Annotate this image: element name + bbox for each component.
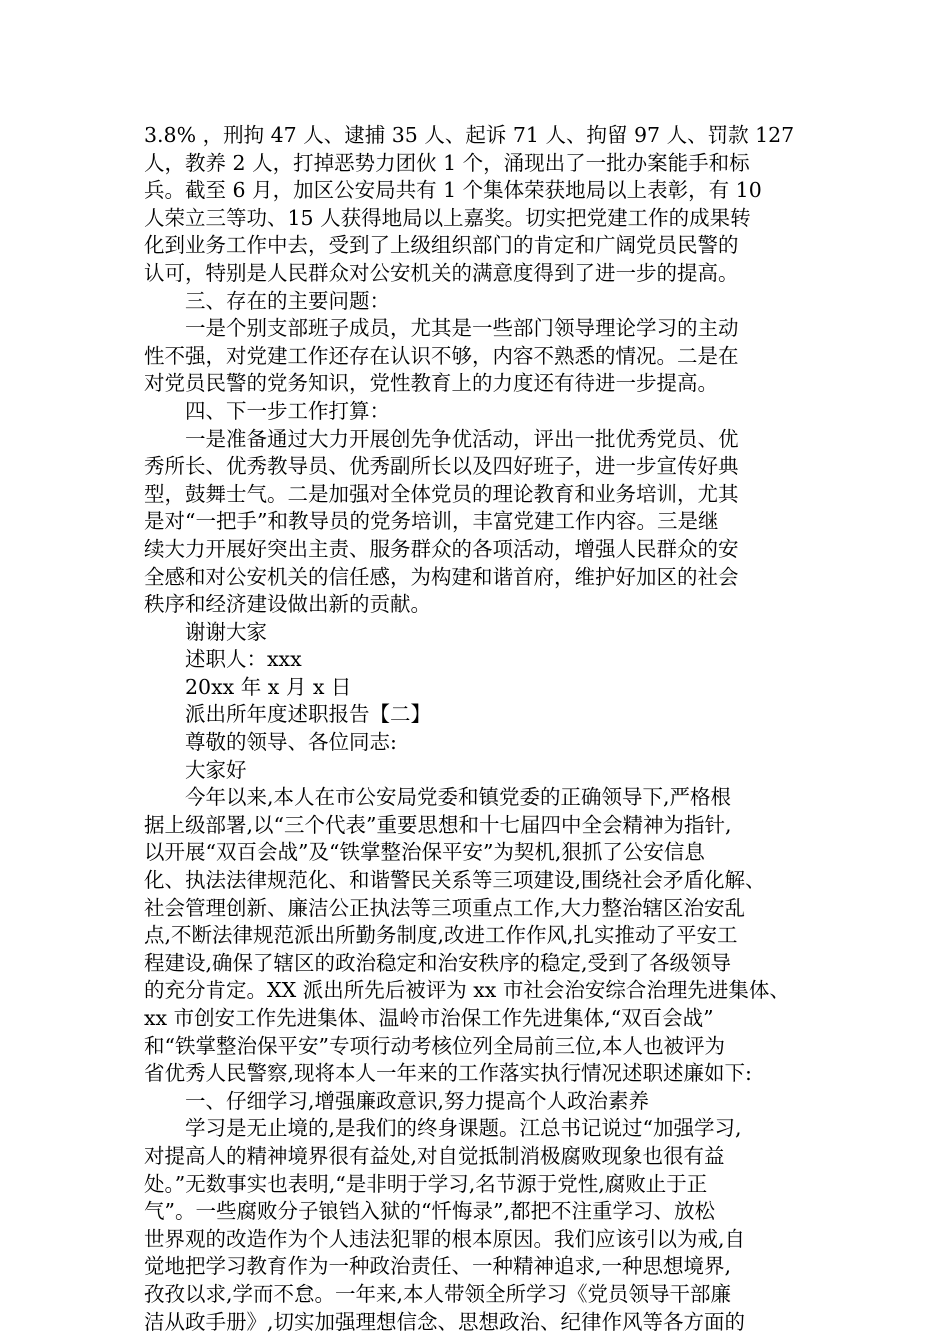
text-line: 大家好 <box>185 757 247 782</box>
paragraph <box>144 674 808 702</box>
text-line: 人荣立三等功、15 人获得地局以上嘉奖。切实把党建工作的成果转 <box>144 205 751 230</box>
text-line: 的充分肯定。XX 派出所先后被评为 xx 市社会治安综合治理先进集体、 <box>144 978 790 1003</box>
text-line: 秩序和经济建设做出新的贡献。 <box>144 592 431 617</box>
text-line: 派出所年度述职报告【二】 <box>185 702 431 727</box>
text-line: 化到业务工作中去，受到了上级组织部门的肯定和广阔党员民警的 <box>144 233 739 258</box>
text-line: 一、仔细学习,增强廉政意识,努力提高个人政治素养 <box>185 1088 650 1113</box>
text-line: 谢谢大家 <box>185 619 267 644</box>
text-line: 人，教养 2 人，打掉恶势力团伙 1 个，涌现出了一批办案能手和标 <box>144 150 750 175</box>
paragraph <box>144 757 808 785</box>
paragraph <box>144 646 808 674</box>
text-line: 和“铁掌整治保平安”专项行动考核位列全局前三位,本人也被评为 <box>144 1033 725 1058</box>
text-line: 今年以来,本人在市公安局党委和镇党委的正确领导下,严格根 <box>185 785 732 810</box>
text-line: 20xx 年 x 月 x 日 <box>185 674 352 699</box>
text-line: 孜孜以求,学而不怠。一年来,本人带领全所学习《党员领导干部廉 <box>144 1281 732 1306</box>
paragraph <box>144 315 808 398</box>
text-line: 一是个别支部班子成员，尤其是一些部门领导理论学习的主动 <box>185 316 739 341</box>
text-line: 四、下一步工作打算： <box>185 398 390 423</box>
text-line: 秀所长、优秀教导员、优秀副所长以及四好班子，进一步宣传好典 <box>144 454 739 479</box>
paragraph <box>144 1115 808 1336</box>
text-line: 述职人：xxx <box>185 647 302 672</box>
text-line: 三、存在的主要问题： <box>185 288 390 313</box>
text-line: 社会管理创新、廉洁公正执法等三项重点工作,大力整治辖区治安乱 <box>144 895 746 920</box>
text-line: 型，鼓舞士气。二是加强对全体党员的理论教育和业务培训，尤其 <box>144 481 739 506</box>
text-line: 认可，特别是人民群众对公安机关的满意度得到了进一步的提高。 <box>144 260 739 285</box>
text-line: 化、执法法律规范化、和谐警民关系等三项建设,围绕社会矛盾化解、 <box>144 868 766 893</box>
text-line: 尊敬的领导、各位同志: <box>185 730 397 755</box>
text-line: 兵。截至 6 月，加区公安局共有 1 个集体荣获地局以上表彰，有 10 <box>144 178 762 203</box>
paragraph <box>144 288 808 316</box>
text-line: 觉地把学习教育作为一种政治责任、一种精神追求,一种思想境界, <box>144 1254 732 1279</box>
text-line: 是对“一把手”和教导员的党务培训，丰富党建工作内容。三是继 <box>144 509 719 534</box>
text-line: xx 市创安工作先进集体、温岭市治保工作先进集体,“双百会战” <box>144 1006 714 1030</box>
paragraph <box>144 619 808 647</box>
paragraph <box>144 701 808 729</box>
paragraph <box>144 729 808 757</box>
text-line: 省优秀人民警察,现将本人一年来的工作落实执行情况述职述廉如下: <box>144 1061 752 1086</box>
text-line: 学习是无止境的,是我们的终身课题。江总书记说过“加强学习, <box>185 1116 742 1141</box>
text-line: 对党员民警的党务知识，党性教育上的力度还有待进一步提高。 <box>144 371 718 396</box>
paragraph <box>144 122 808 288</box>
text-line: 以开展“双百会战”及“铁掌整治保平安”为契机,狠抓了公安信息 <box>144 840 705 865</box>
text-line: 世界观的改造作为个人违法犯罪的根本原因。我们应该引以为戒,自 <box>144 1226 746 1251</box>
text-line: 全感和对公安机关的信任感，为构建和谐首府，维护好加区的社会 <box>144 564 739 589</box>
paragraph <box>144 1088 808 1116</box>
paragraph <box>144 426 808 619</box>
text-line: 续大力开展好突出主责、服务群众的各项活动，增强人民群众的安 <box>144 536 739 561</box>
text-line: 一是准备通过大力开展创先争优活动，评出一批优秀党员、优 <box>185 426 739 451</box>
document-page <box>144 122 808 1336</box>
text-line: 程建设,确保了辖区的政治稳定和治安秩序的稳定,受到了各级领导 <box>144 950 732 975</box>
text-line: 气”。一些腐败分子锒铛入狱的“忏悔录”,都把不注重学习、放松 <box>144 1199 715 1224</box>
paragraph <box>144 398 808 426</box>
text-line: 据上级部署,以“三个代表”重要思想和十七届四中全会精神为指针, <box>144 812 732 837</box>
text-line: 对提高人的精神境界很有益处,对自觉抵制消极腐败现象也很有益 <box>144 1143 725 1168</box>
text-line: 性不强，对党建工作还存在认识不够，内容不熟悉的情况。二是在 <box>144 343 739 368</box>
text-line: 处。”无数事实也表明,“是非明于学习,名节源于党性,腐败止于正 <box>144 1171 708 1196</box>
text-line: 3.8% ，刑拘 47 人、逮捕 35 人、起诉 71 人、拘留 97 人、罚款 127 <box>144 123 795 147</box>
text-line: 洁从政手册》,切实加强理想信念、思想政治、纪律作风等各方面的 <box>144 1309 746 1334</box>
paragraph <box>144 784 808 1088</box>
text-line: 点,不断法律规范派出所勤务制度,改进工作作风,扎实推动了平安工 <box>144 923 738 948</box>
